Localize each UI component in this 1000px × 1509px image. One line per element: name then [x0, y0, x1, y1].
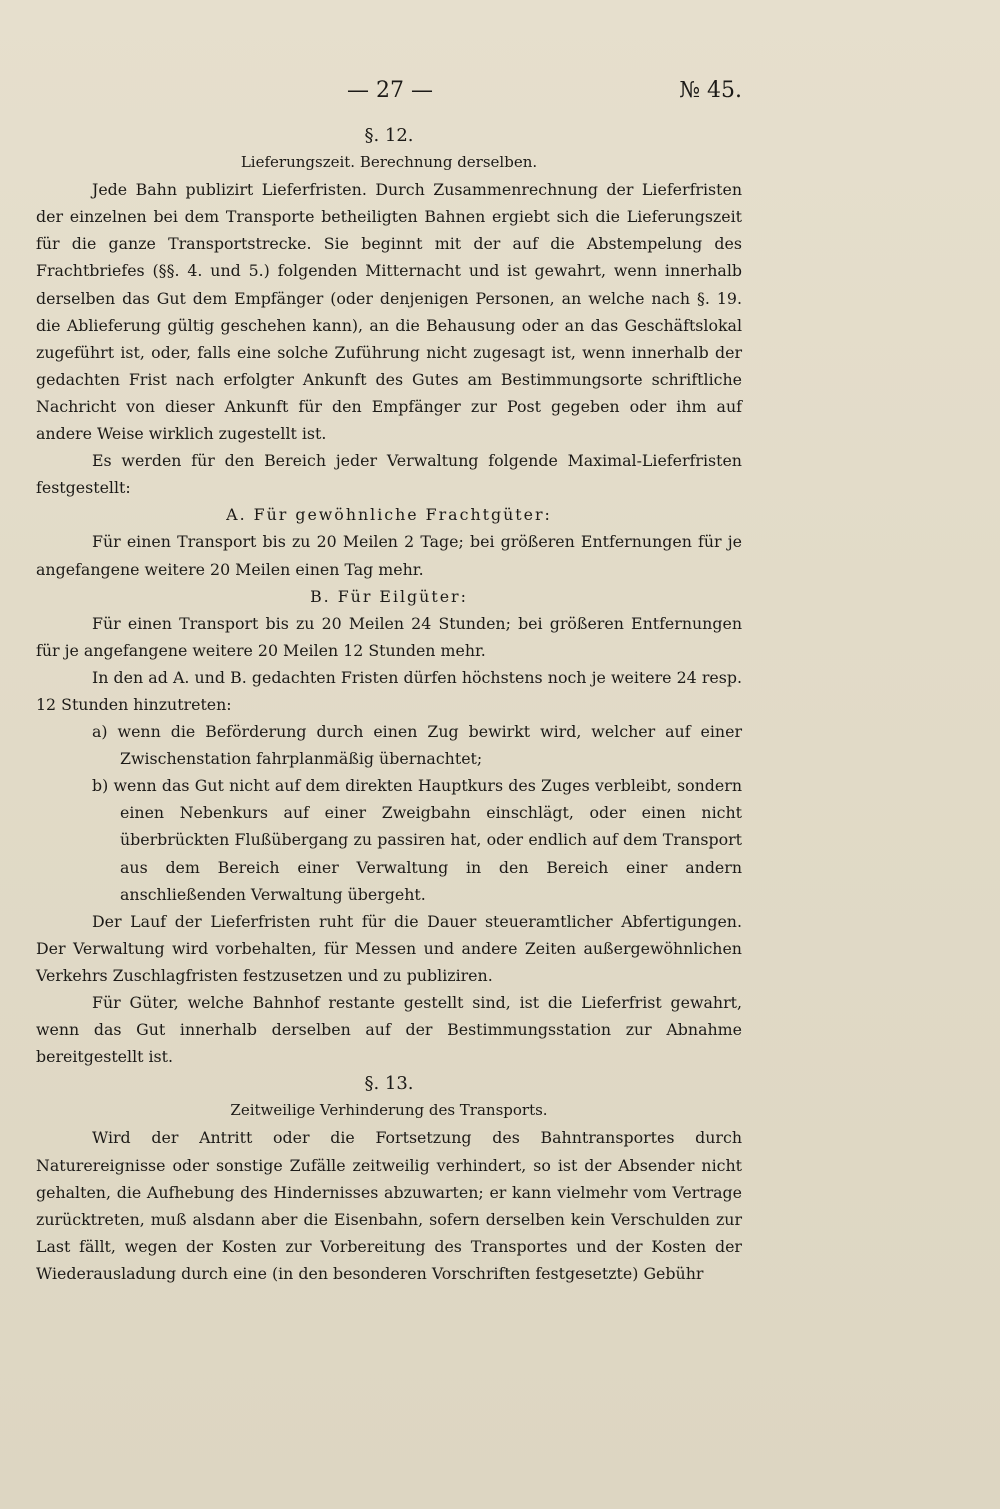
issue-number: № 45.	[679, 78, 742, 103]
section-13-subtitle: Zeitweilige Verhinderung des Transports.	[230, 1101, 548, 1120]
list-item-a: a) wenn die Beförderung durch einen Zug bewirkt wird, welcher auf einer Zwischenstation fahrplanmäßig übernachtet;	[92, 722, 742, 769]
section-13-heading: §. 13.	[364, 1073, 414, 1095]
paragraph-freight-goods: Für einen Transport bis zu 20 Meilen 2 Tage; bei größeren Entfernungen für je angefangene weitere 20 Meilen einen Tag mehr.	[36, 532, 742, 579]
page-number: — 27 —	[347, 78, 433, 103]
paragraph-customs-pause: Der Lauf der Lieferfristen ruht für die Dauer steueramtlicher Abfertigungen. Der Verwaltung wird vorbehalten, für Messen und andere Zeiten außergewöhnlichen Verkehrs Zuschlagfristen festzusetzen und zu publiziren.	[36, 911, 742, 985]
page-body	[36, 122, 742, 1287]
paragraph-maximal-periods: Es werden für den Bereich jeder Verwaltung folgende Maximal-Lieferfristen festgestellt:	[36, 451, 742, 498]
paragraph-additional-time: In den ad A. und B. gedachten Fristen dürfen höchstens noch je weitere 24 resp. 12 Stunden hinzutreten:	[36, 667, 742, 714]
paragraph-station-restante: Für Güter, welche Bahnhof restante gestellt sind, ist die Lieferfrist gewahrt, wenn das Gut innerhalb derselben auf der Bestimmungsstation zur Abnahme bereitgestellt ist.	[36, 993, 742, 1067]
heading-freight-goods: A. Für gewöhnliche Frachtgüter:	[226, 505, 552, 525]
heading-express-goods: B. Für Eilgüter:	[310, 586, 468, 606]
section-12-heading: §. 12.	[364, 125, 414, 146]
section-12-subtitle: Lieferungszeit. Berechnung derselben.	[240, 153, 538, 172]
paragraph-transport-hindrance: Wird der Antritt oder die Fortsetzung des Bahntransportes durch Naturereignisse oder sonstige Zufälle zeitweilig verhindert, so ist der Absender nicht gehalten, die Aufhebung des Hindernisses abzuwarten; er kann vielmehr vom Vertrage zurücktreten, muß alsdann aber die Eisenbahn, sofern derselben kein Verschulden zur Last fällt, wegen der Kosten zur Vorbereitung des Transportes und der Kosten der Wiederausladung durch eine (in den besonderen Vorschriften festgesetzte) Gebühr	[36, 1128, 742, 1283]
paragraph-express-goods: Für einen Transport bis zu 20 Meilen 24 Stunden; bei größeren Entfernungen für je angefangene weitere 20 Meilen 12 Stunden mehr.	[36, 613, 742, 660]
list-item-b: b) wenn das Gut nicht auf dem direkten Hauptkurs des Zuges verbleibt, sondern einen Nebenkurs auf einer Zweigbahn einschlägt, oder einen nicht überbrückten Flußübergang zu passiren hat, oder endlich auf dem Transport aus dem Bereich einer Verwaltung in den Bereich einer andern anschließenden Verwaltung übergeht.	[92, 776, 742, 904]
paragraph-delivery-period: Jede Bahn publizirt Lieferfristen. Durch Zusammenrechnung der Lieferfristen der einzelnen bei dem Transporte betheiligten Bahnen ergiebt sich die Lieferungszeit für die ganze Transportstrecke. Sie beginnt mit der auf die Abstempelung des Frachtbriefes (§§. 4. und 5.) folgenden Mitternacht und ist gewahrt, wenn innerhalb derselben das Gut dem Empfänger (oder denjenigen Personen, an welche nach §. 19. die Ablieferung gültig geschehen kann), an die Behausung oder an das Geschäftslokal zugeführt ist, oder, falls eine solche Zuführung nicht zugesagt ist, wenn innerhalb der gedachten Frist nach erfolgter Ankunft des Gutes am Bestimmungsorte schriftliche Nachricht von dieser Ankunft für den Empfänger zur Post gegeben oder ihm auf andere Weise wirklich zugestellt ist.	[36, 180, 742, 444]
page-header	[0, 78, 1000, 112]
